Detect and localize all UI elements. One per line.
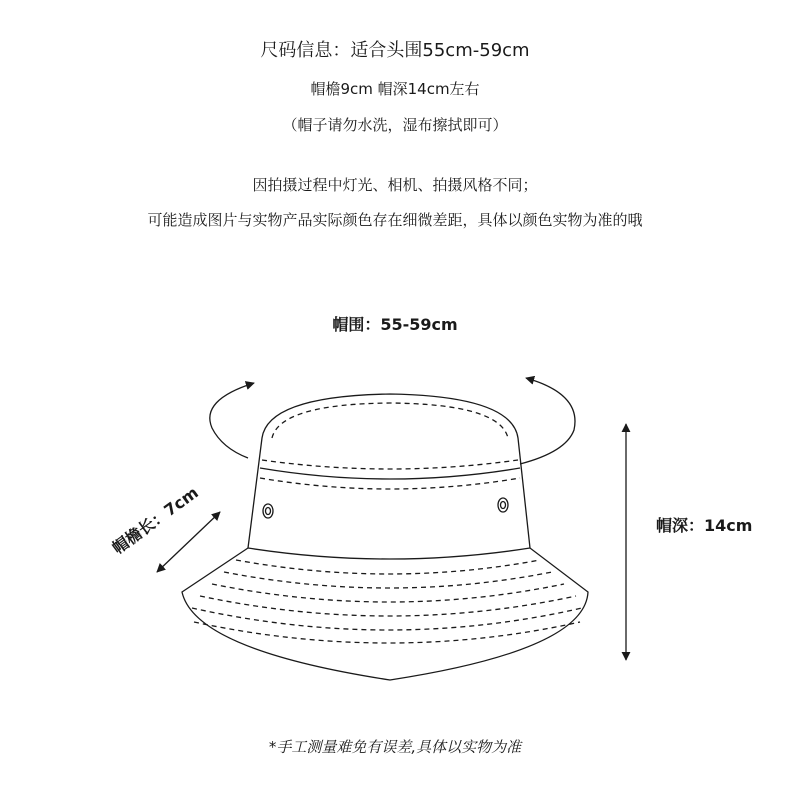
brim-stitch-2 bbox=[224, 572, 552, 588]
brim-stitch-1 bbox=[236, 560, 540, 574]
hat-brim bbox=[182, 548, 588, 680]
brim-stitch-5 bbox=[192, 608, 582, 630]
eyelet-left bbox=[263, 504, 273, 518]
measurement-footnote: *手工测量难免有误差,具体以实物为准 bbox=[268, 738, 522, 756]
disclaimer-line-2: 可能造成图片与实物产品实际颜色存在细微差距，具体以颜色实物为准的哦 bbox=[147, 211, 643, 229]
circumference-arrow-right bbox=[520, 378, 575, 464]
brim-depth-line: 帽檐9cm 帽深14cm左右 bbox=[310, 80, 480, 98]
crown-stitch-top bbox=[272, 403, 508, 438]
brim-length-label: 帽檐长：7cm bbox=[108, 482, 202, 558]
brim-stitch-6 bbox=[194, 622, 580, 643]
size-info-line: 尺码信息：适合头围55cm-59cm bbox=[260, 40, 530, 61]
brim-stitch-4 bbox=[200, 596, 576, 616]
circumference-label: 帽围：55-59cm bbox=[332, 315, 458, 334]
eyelet-right bbox=[498, 498, 508, 512]
circumference-arrow-left bbox=[210, 383, 254, 458]
care-instruction-line: （帽子请勿水洗，湿布擦拭即可） bbox=[282, 116, 508, 134]
disclaimer-line-1: 因拍摄过程中灯光、相机、拍摄风格不同； bbox=[252, 176, 538, 194]
brim-stitch-3 bbox=[212, 584, 564, 602]
crown-stitch-band-top bbox=[262, 460, 518, 469]
crown-band-line bbox=[260, 468, 520, 479]
depth-label: 帽深：14cm bbox=[656, 516, 753, 535]
